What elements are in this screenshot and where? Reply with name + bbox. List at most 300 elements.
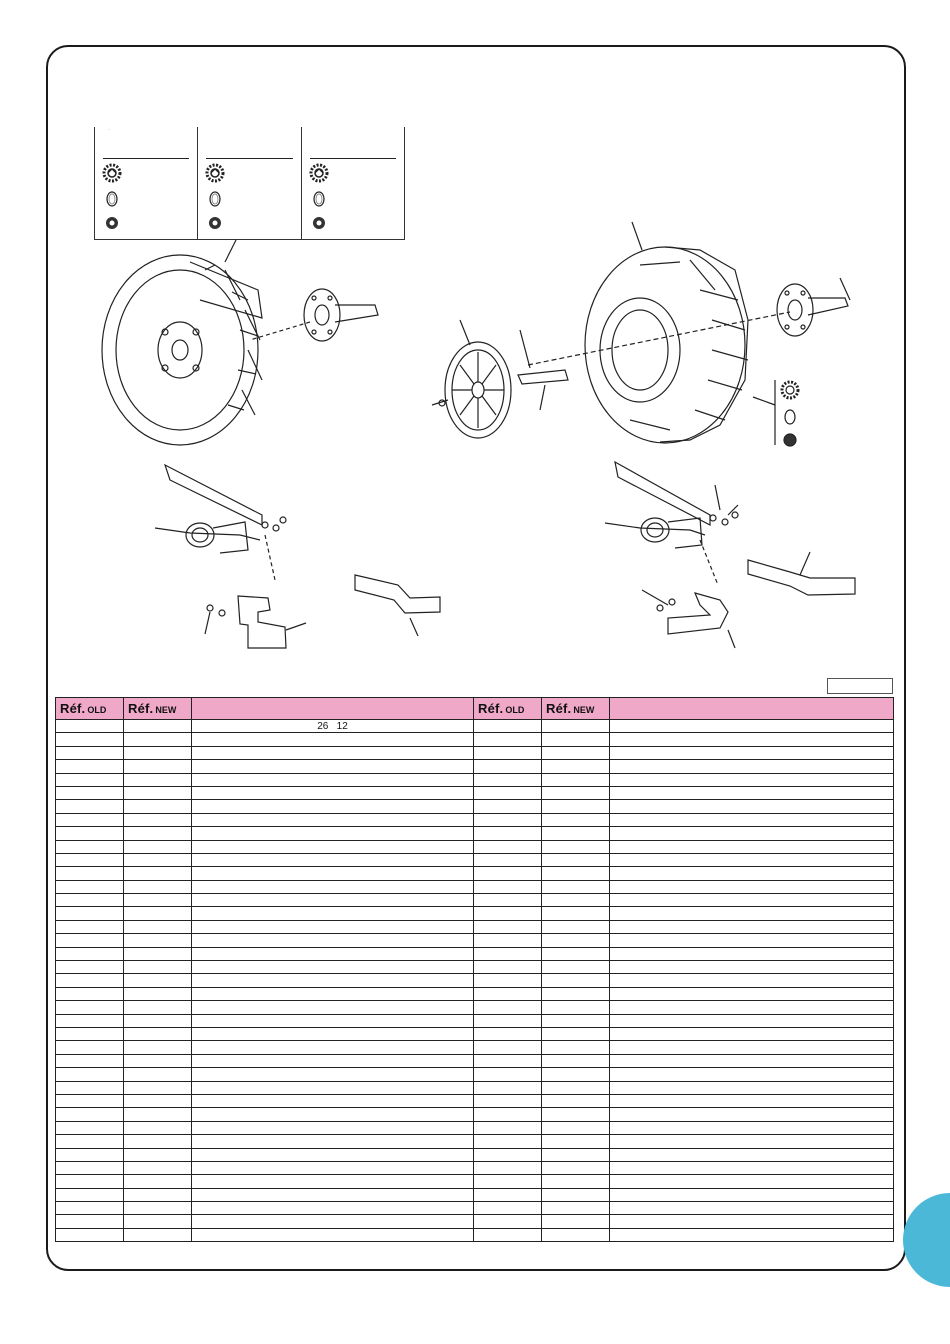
cell-ref-new bbox=[124, 1054, 192, 1067]
cell-ref-new bbox=[124, 1175, 192, 1188]
cell-ref-old bbox=[56, 907, 124, 920]
table-row bbox=[56, 947, 894, 960]
cell-ref-new bbox=[124, 1027, 192, 1040]
cell-ref-old bbox=[56, 1108, 124, 1121]
cell-ref-old-2 bbox=[474, 1228, 542, 1241]
variant-rule bbox=[310, 158, 396, 159]
cell-ref-new-2 bbox=[542, 1135, 610, 1148]
page-tab bbox=[903, 1193, 950, 1287]
cell-ref-new bbox=[124, 934, 192, 947]
cell-description bbox=[192, 813, 474, 826]
cell-ref-new bbox=[124, 800, 192, 813]
cell-description bbox=[192, 840, 474, 853]
table-header-row bbox=[56, 698, 894, 720]
cell-description-2 bbox=[610, 894, 894, 907]
cell-ref-old-2 bbox=[474, 934, 542, 947]
cell-ref-old bbox=[56, 1215, 124, 1228]
cell-ref-old bbox=[56, 1001, 124, 1014]
cell-description bbox=[192, 934, 474, 947]
cell-description bbox=[192, 1228, 474, 1241]
cell-ref-new-2 bbox=[542, 1014, 610, 1027]
cell-description-2 bbox=[610, 934, 894, 947]
cell-ref-old bbox=[56, 746, 124, 759]
cell-ref-old-2 bbox=[474, 974, 542, 987]
cell-description bbox=[192, 800, 474, 813]
cell-ref-new bbox=[124, 773, 192, 786]
cell-ref-new bbox=[124, 813, 192, 826]
cell-ref-new-2 bbox=[542, 1094, 610, 1107]
cell-description-2 bbox=[610, 974, 894, 987]
cell-ref-new bbox=[124, 760, 192, 773]
cell-ref-old bbox=[56, 894, 124, 907]
cell-description bbox=[192, 853, 474, 866]
cell-description-2 bbox=[610, 1135, 894, 1148]
cell-description-2 bbox=[610, 827, 894, 840]
cell-ref-old-2 bbox=[474, 733, 542, 746]
col-description-2 bbox=[610, 698, 894, 720]
cell-description bbox=[192, 1188, 474, 1201]
cell-ref-new bbox=[124, 1188, 192, 1201]
cell-ref-old bbox=[56, 800, 124, 813]
cell-ref-new bbox=[124, 1215, 192, 1228]
cell-ref-old-2 bbox=[474, 827, 542, 840]
table-row bbox=[56, 1121, 894, 1134]
cell-description-2 bbox=[610, 1041, 894, 1054]
cell-ref-new bbox=[124, 1148, 192, 1161]
cell-description-2 bbox=[610, 1027, 894, 1040]
cell-ref-new bbox=[124, 1068, 192, 1081]
cell-ref-old-2 bbox=[474, 1108, 542, 1121]
corner-mark: · bbox=[108, 127, 110, 133]
cell-ref-old bbox=[56, 1094, 124, 1107]
cell-ref-old bbox=[56, 1228, 124, 1241]
cell-ref-old-2 bbox=[474, 1148, 542, 1161]
cell-ref-new-2 bbox=[542, 1161, 610, 1174]
cell-ref-old-2 bbox=[474, 1161, 542, 1174]
cell-ref-new-2 bbox=[542, 1001, 610, 1014]
parts-table bbox=[55, 697, 894, 1242]
cell-description-2 bbox=[610, 1228, 894, 1241]
table-row bbox=[56, 894, 894, 907]
table-row bbox=[56, 867, 894, 880]
cell-ref-old bbox=[56, 1121, 124, 1134]
cell-ref-old bbox=[56, 840, 124, 853]
right-hub-flange bbox=[777, 278, 850, 336]
right-tractor-tire bbox=[585, 222, 748, 443]
cell-description-2 bbox=[610, 961, 894, 974]
table-row bbox=[56, 827, 894, 840]
cell-description-2 bbox=[610, 853, 894, 866]
cell-ref-new bbox=[124, 1135, 192, 1148]
cell-description bbox=[192, 987, 474, 1000]
cell-ref-old-2 bbox=[474, 1068, 542, 1081]
cell-ref-old-2 bbox=[474, 961, 542, 974]
cell-ref-new-2 bbox=[542, 947, 610, 960]
right-frame-bracket bbox=[605, 462, 738, 585]
table-row bbox=[56, 760, 894, 773]
cell-ref-new-2 bbox=[542, 867, 610, 880]
cell-description bbox=[192, 1121, 474, 1134]
left-hub-flange bbox=[250, 289, 378, 341]
cell-description-2 bbox=[610, 1014, 894, 1027]
cell-description bbox=[192, 1094, 474, 1107]
col-ref-new: Réf. NEW bbox=[124, 698, 192, 720]
cell-description bbox=[192, 1054, 474, 1067]
table-row bbox=[56, 1228, 894, 1241]
cell-ref-old-2 bbox=[474, 786, 542, 799]
cell-ref-old-2 bbox=[474, 773, 542, 786]
cell-ref-new bbox=[124, 961, 192, 974]
cell-ref-new-2 bbox=[542, 961, 610, 974]
cell-description bbox=[192, 894, 474, 907]
table-row bbox=[56, 840, 894, 853]
axle-bracket bbox=[518, 312, 790, 410]
cell-ref-new bbox=[124, 853, 192, 866]
cell-ref-old-2 bbox=[474, 1054, 542, 1067]
cell-ref-new bbox=[124, 947, 192, 960]
cell-ref-old-2 bbox=[474, 894, 542, 907]
cell-ref-old-2 bbox=[474, 880, 542, 893]
cell-description-2 bbox=[610, 746, 894, 759]
cell-ref-old-2 bbox=[474, 746, 542, 759]
cell-ref-new-2 bbox=[542, 840, 610, 853]
table-row bbox=[56, 934, 894, 947]
cell-description-2 bbox=[610, 1175, 894, 1188]
cell-ref-old-2 bbox=[474, 1027, 542, 1040]
cell-description bbox=[192, 773, 474, 786]
cell-description-2 bbox=[610, 880, 894, 893]
cell-ref-new-2 bbox=[542, 1054, 610, 1067]
table-row bbox=[56, 961, 894, 974]
cell-description bbox=[192, 1041, 474, 1054]
cell-description bbox=[192, 1108, 474, 1121]
cell-ref-new-2 bbox=[542, 720, 610, 733]
cell-ref-new bbox=[124, 1202, 192, 1215]
far-right-scraper bbox=[748, 552, 855, 595]
cell-ref-new bbox=[124, 1014, 192, 1027]
cell-description-2 bbox=[610, 813, 894, 826]
cell-ref-old-2 bbox=[474, 1121, 542, 1134]
cell-description bbox=[192, 1161, 474, 1174]
cell-description bbox=[192, 786, 474, 799]
cell-description-2 bbox=[610, 760, 894, 773]
cell-ref-new-2 bbox=[542, 786, 610, 799]
cell-ref-old bbox=[56, 853, 124, 866]
col-ref-old: Réf. OLD bbox=[56, 698, 124, 720]
cell-ref-old bbox=[56, 1068, 124, 1081]
cell-ref-new bbox=[124, 894, 192, 907]
cell-ref-new bbox=[124, 720, 192, 733]
cell-description bbox=[192, 907, 474, 920]
table-row bbox=[56, 1135, 894, 1148]
table-row bbox=[56, 1014, 894, 1027]
cell-ref-old bbox=[56, 1014, 124, 1027]
cell-ref-new-2 bbox=[542, 853, 610, 866]
reference-box bbox=[827, 678, 893, 694]
cell-description-2 bbox=[610, 1108, 894, 1121]
cell-ref-new-2 bbox=[542, 773, 610, 786]
cell-ref-old bbox=[56, 760, 124, 773]
col-description bbox=[192, 698, 474, 720]
cell-ref-old-2 bbox=[474, 840, 542, 853]
cell-description bbox=[192, 1027, 474, 1040]
cell-ref-old bbox=[56, 1041, 124, 1054]
table-row bbox=[56, 1068, 894, 1081]
cell-ref-old-2 bbox=[474, 947, 542, 960]
left-frame-bracket bbox=[155, 465, 286, 580]
cell-description-2 bbox=[610, 1188, 894, 1201]
cell-ref-new-2 bbox=[542, 1068, 610, 1081]
cell-ref-new-2 bbox=[542, 880, 610, 893]
cell-ref-old bbox=[56, 1027, 124, 1040]
table-row bbox=[56, 880, 894, 893]
cell-description bbox=[192, 961, 474, 974]
cell-ref-old bbox=[56, 920, 124, 933]
table-row bbox=[56, 786, 894, 799]
cell-ref-old-2 bbox=[474, 800, 542, 813]
cell-description bbox=[192, 1148, 474, 1161]
cell-ref-old bbox=[56, 1161, 124, 1174]
cell-ref-old-2 bbox=[474, 1014, 542, 1027]
cell-description bbox=[192, 1081, 474, 1094]
cell-description-2 bbox=[610, 920, 894, 933]
cell-description bbox=[192, 733, 474, 746]
cell-description bbox=[192, 1175, 474, 1188]
cell-description: 26 12 bbox=[192, 720, 474, 733]
cell-ref-old bbox=[56, 867, 124, 880]
table-row bbox=[56, 746, 894, 759]
cell-ref-new bbox=[124, 907, 192, 920]
table-row bbox=[56, 1188, 894, 1201]
cell-ref-old bbox=[56, 1148, 124, 1161]
table-row bbox=[56, 1108, 894, 1121]
cell-ref-old-2 bbox=[474, 1175, 542, 1188]
cell-ref-new-2 bbox=[542, 894, 610, 907]
cell-description-2 bbox=[610, 800, 894, 813]
cell-description bbox=[192, 827, 474, 840]
cell-description bbox=[192, 1001, 474, 1014]
cell-ref-old bbox=[56, 827, 124, 840]
cell-description-2 bbox=[610, 1094, 894, 1107]
cell-ref-new-2 bbox=[542, 733, 610, 746]
table-row bbox=[56, 1054, 894, 1067]
cell-ref-new-2 bbox=[542, 1108, 610, 1121]
cell-ref-old-2 bbox=[474, 1041, 542, 1054]
cell-description bbox=[192, 867, 474, 880]
cell-ref-old bbox=[56, 880, 124, 893]
cell-ref-new bbox=[124, 1161, 192, 1174]
table-row bbox=[56, 987, 894, 1000]
right-variant-icons bbox=[753, 380, 798, 446]
exploded-parts-diagram bbox=[60, 215, 870, 665]
table-row bbox=[56, 1081, 894, 1094]
cell-ref-new-2 bbox=[542, 1215, 610, 1228]
cell-ref-old bbox=[56, 947, 124, 960]
table-row bbox=[56, 1027, 894, 1040]
cell-ref-new-2 bbox=[542, 1175, 610, 1188]
cell-description-2 bbox=[610, 987, 894, 1000]
cell-ref-old-2 bbox=[474, 1094, 542, 1107]
cell-ref-new-2 bbox=[542, 760, 610, 773]
cell-ref-old-2 bbox=[474, 1081, 542, 1094]
cell-ref-old bbox=[56, 974, 124, 987]
cell-ref-old-2 bbox=[474, 720, 542, 733]
cell-ref-new-2 bbox=[542, 813, 610, 826]
cell-ref-new bbox=[124, 974, 192, 987]
table-row bbox=[56, 1161, 894, 1174]
table-row bbox=[56, 773, 894, 786]
cell-ref-new bbox=[124, 880, 192, 893]
cell-ref-old-2 bbox=[474, 813, 542, 826]
cell-ref-old-2 bbox=[474, 760, 542, 773]
cell-description-2 bbox=[610, 1161, 894, 1174]
cell-ref-new bbox=[124, 1228, 192, 1241]
cell-ref-new-2 bbox=[542, 934, 610, 947]
table-row bbox=[56, 853, 894, 866]
cell-ref-old-2 bbox=[474, 867, 542, 880]
cell-description-2 bbox=[610, 1081, 894, 1094]
cell-description bbox=[192, 974, 474, 987]
cell-description-2 bbox=[610, 720, 894, 733]
table-row bbox=[56, 907, 894, 920]
cell-description-2 bbox=[610, 1001, 894, 1014]
table-row bbox=[56, 1094, 894, 1107]
cell-description-2 bbox=[610, 947, 894, 960]
col-ref-old-2: Réf. OLD bbox=[474, 698, 542, 720]
cell-ref-new-2 bbox=[542, 1027, 610, 1040]
cell-ref-new bbox=[124, 1108, 192, 1121]
cell-ref-new bbox=[124, 733, 192, 746]
right-scraper bbox=[642, 590, 735, 648]
table-row bbox=[56, 1001, 894, 1014]
cell-description-2 bbox=[610, 1068, 894, 1081]
cell-ref-new-2 bbox=[542, 1148, 610, 1161]
cell-ref-old bbox=[56, 961, 124, 974]
cell-ref-old-2 bbox=[474, 907, 542, 920]
cell-description bbox=[192, 1135, 474, 1148]
cell-ref-new-2 bbox=[542, 987, 610, 1000]
left-tractor-tire bbox=[102, 240, 262, 445]
cell-ref-new bbox=[124, 920, 192, 933]
cell-description-2 bbox=[610, 786, 894, 799]
cell-ref-new-2 bbox=[542, 827, 610, 840]
table-row bbox=[56, 1175, 894, 1188]
cell-description bbox=[192, 880, 474, 893]
cell-ref-new bbox=[124, 746, 192, 759]
cell-ref-old bbox=[56, 1081, 124, 1094]
cell-description-2 bbox=[610, 1202, 894, 1215]
centre-scraper bbox=[355, 575, 440, 636]
cell-ref-new bbox=[124, 1081, 192, 1094]
cell-description-2 bbox=[610, 1148, 894, 1161]
cell-ref-old-2 bbox=[474, 1188, 542, 1201]
table-row bbox=[56, 974, 894, 987]
cell-ref-old bbox=[56, 813, 124, 826]
table-row bbox=[56, 1215, 894, 1228]
cell-ref-new bbox=[124, 1121, 192, 1134]
cell-ref-new-2 bbox=[542, 1188, 610, 1201]
cell-ref-old bbox=[56, 1202, 124, 1215]
cell-ref-new-2 bbox=[542, 800, 610, 813]
cell-ref-old bbox=[56, 1054, 124, 1067]
cell-ref-old-2 bbox=[474, 1001, 542, 1014]
cell-ref-old bbox=[56, 1175, 124, 1188]
cell-ref-new-2 bbox=[542, 1041, 610, 1054]
cell-ref-old bbox=[56, 786, 124, 799]
cell-ref-new bbox=[124, 786, 192, 799]
cell-ref-new bbox=[124, 1094, 192, 1107]
centre-rim-disc bbox=[432, 320, 511, 438]
cell-ref-new-2 bbox=[542, 1081, 610, 1094]
table-row bbox=[56, 1148, 894, 1161]
cell-ref-old bbox=[56, 720, 124, 733]
cell-description-2 bbox=[610, 733, 894, 746]
cell-description bbox=[192, 760, 474, 773]
cell-description-2 bbox=[610, 1215, 894, 1228]
cell-ref-new-2 bbox=[542, 1121, 610, 1134]
cell-ref-new bbox=[124, 840, 192, 853]
cell-description bbox=[192, 1014, 474, 1027]
cell-ref-new bbox=[124, 827, 192, 840]
cell-ref-old bbox=[56, 987, 124, 1000]
cell-ref-old-2 bbox=[474, 1202, 542, 1215]
col-ref-new-2: Réf. NEW bbox=[542, 698, 610, 720]
table-row bbox=[56, 1202, 894, 1215]
cell-ref-new bbox=[124, 1001, 192, 1014]
table-row bbox=[56, 920, 894, 933]
cell-ref-old bbox=[56, 934, 124, 947]
cell-description bbox=[192, 947, 474, 960]
cell-ref-new-2 bbox=[542, 920, 610, 933]
cell-description-2 bbox=[610, 907, 894, 920]
cell-description bbox=[192, 746, 474, 759]
cell-description-2 bbox=[610, 1054, 894, 1067]
table-row bbox=[56, 800, 894, 813]
cell-ref-old bbox=[56, 733, 124, 746]
table-row bbox=[56, 720, 894, 733]
cell-description bbox=[192, 1068, 474, 1081]
cell-ref-old-2 bbox=[474, 853, 542, 866]
cell-ref-old bbox=[56, 1135, 124, 1148]
cell-description bbox=[192, 1202, 474, 1215]
cell-ref-new-2 bbox=[542, 1202, 610, 1215]
cell-description-2 bbox=[610, 867, 894, 880]
cell-ref-new bbox=[124, 1041, 192, 1054]
cell-ref-new-2 bbox=[542, 1228, 610, 1241]
cell-ref-old-2 bbox=[474, 987, 542, 1000]
table-row bbox=[56, 813, 894, 826]
cell-ref-old-2 bbox=[474, 1135, 542, 1148]
variant-rule bbox=[103, 158, 189, 159]
cell-ref-old-2 bbox=[474, 920, 542, 933]
cell-ref-new bbox=[124, 987, 192, 1000]
left-scraper bbox=[205, 596, 306, 648]
cell-ref-old bbox=[56, 1188, 124, 1201]
cell-description-2 bbox=[610, 773, 894, 786]
cell-ref-old bbox=[56, 773, 124, 786]
cell-description bbox=[192, 1215, 474, 1228]
cell-description-2 bbox=[610, 1121, 894, 1134]
cell-ref-new bbox=[124, 867, 192, 880]
cell-ref-new-2 bbox=[542, 746, 610, 759]
cell-description-2 bbox=[610, 840, 894, 853]
variant-rule bbox=[206, 158, 292, 159]
table-row bbox=[56, 733, 894, 746]
cell-ref-new-2 bbox=[542, 974, 610, 987]
cell-description bbox=[192, 920, 474, 933]
table-row bbox=[56, 1041, 894, 1054]
cell-ref-new-2 bbox=[542, 907, 610, 920]
